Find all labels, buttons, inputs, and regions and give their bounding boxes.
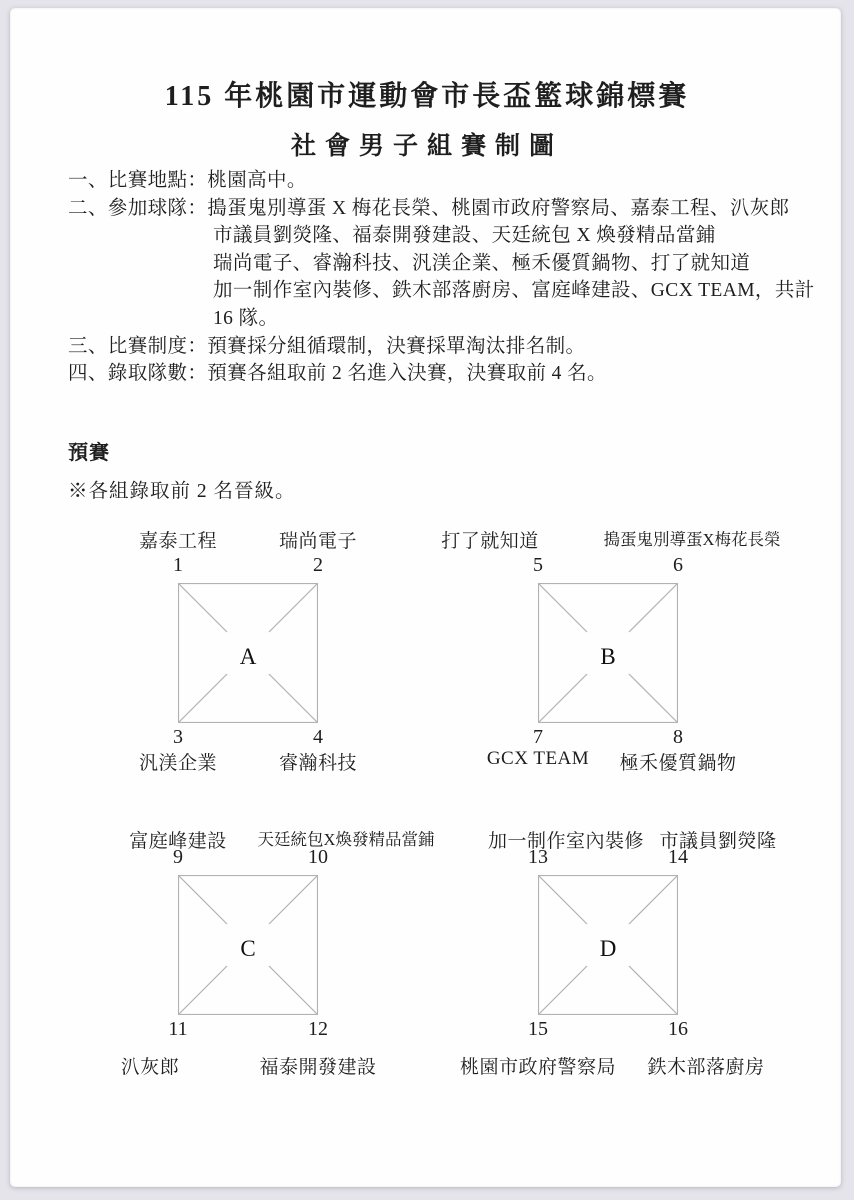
rule-teams-line-5: 16 隊。 [213, 307, 279, 329]
seed-number-6: 6 [673, 554, 683, 576]
seed-number-14: 14 [668, 846, 688, 868]
team-name-12: 福泰開發建設 [259, 1057, 377, 1078]
rule-teams-line-3: 瑞尚電子、睿瀚科技、汎渼企業、極禾優質鍋物、打了就知道 [213, 252, 751, 274]
rule-teams-line-4: 加一制作室內裝修、鉄木部落廚房、富庭峰建設、GCX TEAM，共計 [213, 280, 815, 302]
team-name-5: 打了就知道 [441, 531, 539, 552]
team-name-7: GCX TEAM [486, 748, 590, 769]
seed-number-7: 7 [533, 726, 543, 748]
seed-number-13: 13 [528, 846, 548, 868]
seed-number-4: 4 [313, 726, 323, 748]
preliminary-note: ※各組錄取前 2 名晉級。 [68, 481, 296, 502]
rule-advancement: 四、錄取隊數：預賽各組取前 2 名進入決賽，決賽取前 4 名。 [68, 363, 607, 385]
seed-number-15: 15 [528, 1018, 548, 1040]
seed-number-2: 2 [313, 554, 323, 576]
team-name-4: 睿瀚科技 [278, 753, 357, 774]
team-name-9: 富庭峰建設 [129, 831, 227, 852]
seed-number-10: 10 [308, 846, 328, 868]
group-b-letter: B [600, 644, 616, 669]
rule-teams-line-2: 市議員劉熒隆、福泰開發建設、天廷統包 X 煥發精品當鋪 [213, 225, 716, 247]
team-name-16: 鉄木部落廚房 [647, 1057, 765, 1078]
group-d-letter: D [599, 936, 617, 961]
rule-venue: 一、比賽地點：桃園高中。 [68, 170, 307, 191]
rule-format: 三、比賽制度：預賽採分組循環制，決賽採單淘汰排名制。 [68, 335, 586, 357]
seed-number-5: 5 [533, 554, 543, 576]
rules-list [68, 167, 815, 388]
team-name-11: 汃灰郎 [120, 1057, 180, 1078]
seed-number-11: 11 [168, 1018, 188, 1040]
team-name-8: 極禾優質鍋物 [619, 753, 737, 774]
team-name-2: 瑞尚電子 [278, 531, 357, 552]
seed-number-8: 8 [673, 726, 683, 748]
seed-number-12: 12 [308, 1018, 328, 1040]
document-title: 115 年桃園市運動會市長盃籃球錦標賽 [164, 81, 690, 112]
group-c-letter: C [240, 936, 256, 961]
seed-number-16: 16 [668, 1018, 688, 1040]
document-subtitle: 社會男子組賽制圖 [290, 133, 563, 160]
preliminary-heading: 預賽 [68, 442, 110, 464]
seed-number-9: 9 [173, 846, 183, 868]
group-d-bracket [459, 831, 777, 1078]
group-a-letter: A [239, 644, 257, 669]
seed-number-1: 1 [173, 554, 183, 576]
group-a-bracket [138, 531, 357, 774]
team-name-14: 市議員劉熒隆 [659, 831, 777, 852]
seed-number-3: 3 [173, 726, 183, 748]
team-name-3: 汎渼企業 [138, 753, 217, 774]
team-name-10: 天廷統包X煥發精品當鋪 [257, 830, 435, 849]
team-name-6: 搗蛋鬼別導蛋X梅花長榮 [603, 530, 781, 549]
team-name-15: 桃園市政府警察局 [459, 1057, 616, 1078]
team-name-13: 加一制作室內裝修 [487, 831, 644, 852]
group-b-bracket [441, 530, 781, 774]
group-c-bracket [120, 830, 435, 1078]
rule-teams-line-1: 二、參加球隊：搗蛋鬼別導蛋 X 梅花長榮、桃園市政府警察局、嘉泰工程、汃灰郎 [68, 197, 790, 219]
team-name-1: 嘉泰工程 [138, 531, 217, 552]
